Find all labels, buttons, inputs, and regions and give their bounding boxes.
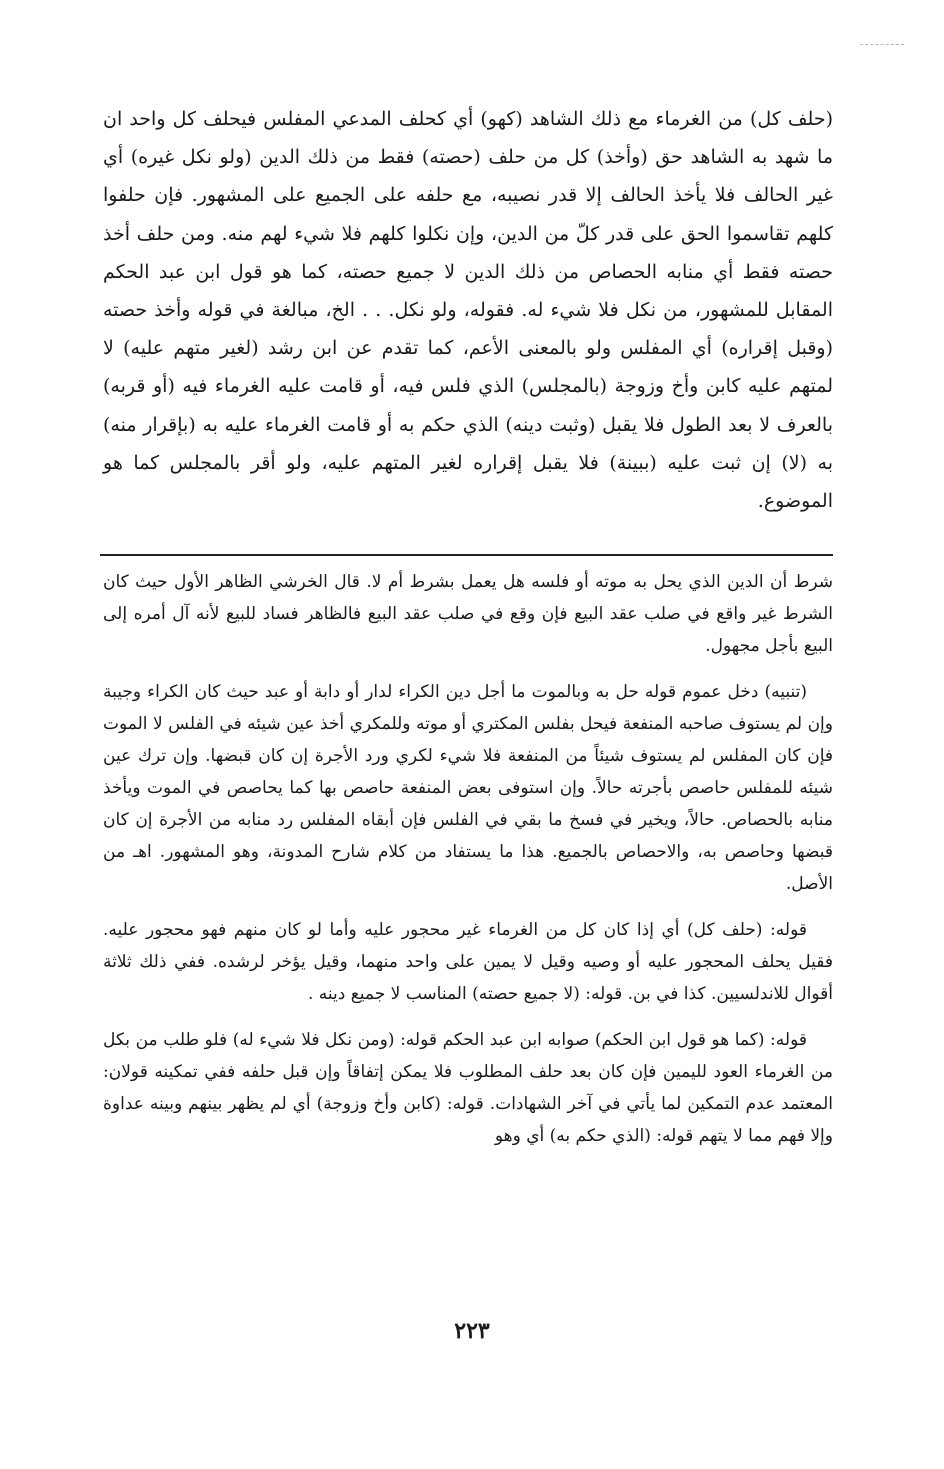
main-text-block bbox=[103, 100, 833, 520]
footnote-paragraph-4: قوله: (كما هو قول ابن الحكم) صوابه ابن عبد الحكم قوله: (ومن نكل فلا شيء له) فلو طلب من بكل من الغرماء العود لليمين فإن كان بعد حلف المطلوب فلا يمكن إتفاقاً وإن قبل حلفه ففي تمكينه قولان: المعتمد عدم التمكين لما يأتي في آخر الشهادات. قوله: (كابن وأخ وزوجة) أي لم يظهر بينهم وبينه عداوة وإلا فهم مما لا يتهم قوله: (الذي حكم به) أي وهو bbox=[103, 1030, 833, 1146]
footnote-paragraph-1: شرط أن الدين الذي يحل به موته أو فلسه هل يعمل بشرط أم لا. قال الخرشي الظاهر الأول حيث كان الشرط غير واقع في صلب عقد البيع فإن وقع في صلب عقد البيع فالظاهر فساد للبيع لأنه آل أمره إلى البيع بأجل مجهول. bbox=[103, 572, 833, 656]
main-paragraph: (حلف كل) من الغرماء مع ذلك الشاهد (كهو) أي كحلف المدعي المفلس فيحلف كل واحد ان ما شهد به الشاهد حق (وأخذ) كل من حلف (حصته) فقط من ذلك الدين (ولو نكل غيره) أي غير الحالف فلا يأخذ الحالف إلا قدر نصيبه، مع حلفه على الجميع على المشهور. فإن حلفوا كلهم تقاسموا الحق على قدر كلّ من الدين، وإن نكلوا كلهم فلا شيء لهم منه. ومن حلف أخذ حصته فقط أي منابه الحصاص من ذلك الدين لا جميع حصته، كما هو قول ابن عبد الحكم المقابل للمشهور، من نكل فلا شيء له. فقوله، ولو نكل. . . الخ، مبالغة في قوله وأخذ حصته (وقبل إقراره) أي المفلس ولو بالمعنى الأعم، كما تقدم عن ابن رشد (لغير متهم عليه) لا لمتهم عليه كابن وأخ وزوجة (بالمجلس) الذي فلس فيه، أو قامت عليه الغرماء فيه (أو قربه) بالعرف لا بعد الطول فلا يقبل (وثبت دينه) الذي حكم به أو قامت الغرماء عليه به (بإقرار منه) به (لا) إن ثبت عليه (ببينة) فلا يقبل إقراره لغير المتهم عليه، ولو أقر بالمجلس كما هو الموضوع. bbox=[103, 108, 833, 513]
footnote-paragraph-3: قوله: (حلف كل) أي إذا كان كل من الغرماء غير محجور عليه وأما لو كان منهم فهو محجور عليه. فقيل يحلف المحجور عليه أو وصيه وقيل لا يمين على واحد منهما، وقيل يؤخر لرشده. ففي ذلك ثلاثة أقوال للاندلسيين. كذا في بن. قوله: (لا جميع حصته) المناسب لا جميع دينه . bbox=[103, 920, 833, 1004]
scan-edge-mark bbox=[860, 44, 904, 47]
footnotes-block bbox=[103, 566, 833, 1166]
page-number: ٢٢٣ bbox=[454, 1318, 490, 1344]
footnote-separator-rule bbox=[100, 554, 833, 556]
footnote-paragraph-2: (تنبيه) دخل عموم قوله حل به وبالموت ما أجل دين الكراء لدار أو دابة أو عبد حيث كان الكراء وجيبة وإن لم يستوف صاحبه المنفعة فيحل بفلس المكتري أو موته وللمكري أخذ عين شيئه في الفلس لا الموت فإن كان المفلس لم يستوف شيئاً من المنفعة فلا شيء لكري ورد الأجرة إن كان قبضها. وإن ترك عين شيئه للمفلس حاصص بأجرته حالاً. وإن استوفى بعض المنفعة حاصص بها كما يحاصص في الموت ويأخذ منابه بالحصاص. حالاً، ويخير في فسخ ما بقي في الفلس فإن أبقاه المفلس رد منابه من الأجرة إن كان قبضها وحاصص به، والاحصاص بالجميع. هذا ما يستفاد من كلام شارح المدونة، وهو المشهور. اهـ من الأصل. bbox=[103, 682, 833, 894]
